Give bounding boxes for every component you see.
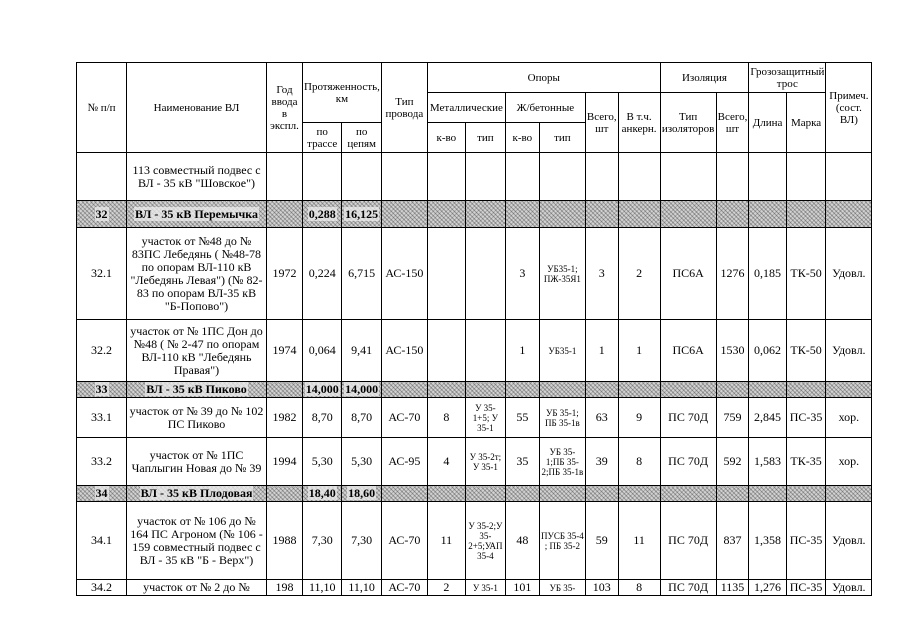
cell-gw-len: 0,062 bbox=[749, 320, 786, 382]
cell-c-type bbox=[539, 486, 585, 502]
cell-m-qty bbox=[427, 153, 465, 201]
cell-num: 33.2 bbox=[77, 438, 127, 486]
cell-c-type: УБ 35- bbox=[539, 580, 585, 596]
cell-note bbox=[826, 382, 872, 398]
cell-circuit: 7,30 bbox=[342, 502, 381, 580]
cell-gw-brand: ПС-35 bbox=[786, 502, 826, 580]
cell-circuit: 5,30 bbox=[342, 438, 381, 486]
cell-wire bbox=[381, 153, 427, 201]
cell-anchor: 8 bbox=[618, 580, 660, 596]
cell-c-type: УБ 35-1;ПБ 35-2;ПБ 35-1в bbox=[539, 438, 585, 486]
cell-anchor bbox=[618, 201, 660, 228]
cell-m-type bbox=[465, 201, 505, 228]
cell-note: хор. bbox=[826, 398, 872, 438]
cell-circuit bbox=[342, 486, 381, 502]
section-circuit: 18,60 bbox=[348, 486, 376, 500]
cell-c-type: ПУСБ 35-4 ; ПБ 35-2 bbox=[539, 502, 585, 580]
header-name: Наименование ВЛ bbox=[127, 63, 267, 153]
cell-m-type: У 35-1+5; У 35-1 bbox=[465, 398, 505, 438]
section-num: 33 bbox=[95, 382, 108, 396]
cell-c-type bbox=[539, 382, 585, 398]
cell-gw-len bbox=[749, 382, 786, 398]
cell-total bbox=[585, 201, 618, 228]
cell-m-qty: 8 bbox=[427, 398, 465, 438]
header-length-circuit: по цепям bbox=[342, 123, 381, 153]
header-concrete-type: тип bbox=[539, 123, 585, 153]
cell-circuit bbox=[342, 201, 381, 228]
cell-gw-brand bbox=[786, 201, 826, 228]
cell-name: участок от № 2 до № bbox=[127, 580, 267, 596]
cell-ins-type bbox=[660, 486, 716, 502]
cell-route: 7,30 bbox=[303, 502, 342, 580]
cell-ins-total: 1530 bbox=[716, 320, 749, 382]
cell-ins-total: 837 bbox=[716, 502, 749, 580]
cell-year bbox=[267, 486, 303, 502]
cell-ins-total bbox=[716, 486, 749, 502]
cell-wire: АС-150 bbox=[381, 228, 427, 320]
cell-num: 32.2 bbox=[77, 320, 127, 382]
header-metal: Металлические bbox=[427, 93, 505, 123]
cell-num: 33.1 bbox=[77, 398, 127, 438]
cell-c-qty bbox=[505, 382, 539, 398]
cell-name: 113 совместный подвес с ВЛ - 35 кВ "Шовское") bbox=[127, 153, 267, 201]
cell-total: 63 bbox=[585, 398, 618, 438]
table-row bbox=[77, 398, 872, 438]
cell-m-type: У 35-1 bbox=[465, 580, 505, 596]
cell-route bbox=[303, 153, 342, 201]
section-route: 0,288 bbox=[308, 206, 336, 221]
cell-num bbox=[77, 382, 127, 398]
cell-note bbox=[826, 153, 872, 201]
cell-c-qty bbox=[505, 201, 539, 228]
cell-gw-brand bbox=[786, 382, 826, 398]
cell-gw-len bbox=[749, 486, 786, 502]
section-row bbox=[77, 201, 872, 228]
cell-name: участок от № 106 до № 164 ПС Агроном (№ 106 - 159 совместный подвес с ВЛ - 35 кВ "Б - Верх") bbox=[127, 502, 267, 580]
cell-gw-brand bbox=[786, 486, 826, 502]
cell-circuit: 11,10 bbox=[342, 580, 381, 596]
cell-ins-type: ПС 70Д bbox=[660, 580, 716, 596]
cell-c-type bbox=[539, 201, 585, 228]
cell-ins-total: 592 bbox=[716, 438, 749, 486]
cell-num bbox=[77, 201, 127, 228]
cell-gw-brand: ПС-35 bbox=[786, 580, 826, 596]
cell-ins-total: 1135 bbox=[716, 580, 749, 596]
cell-circuit bbox=[342, 382, 381, 398]
cell-year: 1988 bbox=[267, 502, 303, 580]
header-metal-type: тип bbox=[465, 123, 505, 153]
cell-note: Удовл. bbox=[826, 228, 872, 320]
cell-anchor: 9 bbox=[618, 398, 660, 438]
cell-ins-type: ПС 70Д bbox=[660, 438, 716, 486]
cell-circuit: 8,70 bbox=[342, 398, 381, 438]
cell-num: 34.1 bbox=[77, 502, 127, 580]
header-gw-brand: Марка bbox=[786, 93, 826, 153]
cell-ins-total bbox=[716, 153, 749, 201]
cell-note bbox=[826, 486, 872, 502]
cell-note: хор. bbox=[826, 438, 872, 486]
cell-circuit bbox=[342, 153, 381, 201]
cell-name: участок от № 1ПС Дон до №48 ( № 2-47 по опорам ВЛ-110 кВ "Лебедянь Правая") bbox=[127, 320, 267, 382]
cell-name: участок от № 39 до № 102 ПС Пиково bbox=[127, 398, 267, 438]
cell-m-qty bbox=[427, 382, 465, 398]
header-length-route: по трассе bbox=[303, 123, 342, 153]
cell-name bbox=[127, 382, 267, 398]
cell-m-qty: 2 bbox=[427, 580, 465, 596]
section-num: 34 bbox=[95, 486, 108, 500]
cell-wire: АС-95 bbox=[381, 438, 427, 486]
cell-year: 1982 bbox=[267, 398, 303, 438]
cell-ins-total: 759 bbox=[716, 398, 749, 438]
cell-ins-type: ПС6А bbox=[660, 228, 716, 320]
cell-route bbox=[303, 201, 342, 228]
cell-ins-total bbox=[716, 382, 749, 398]
document-sheet bbox=[76, 62, 872, 596]
section-row bbox=[77, 382, 872, 398]
cell-name bbox=[127, 201, 267, 228]
cell-gw-brand bbox=[786, 153, 826, 201]
header-gw-length: Длина bbox=[749, 93, 786, 153]
header-note: Примеч. (сост. ВЛ) bbox=[826, 63, 872, 153]
cell-route: 11,10 bbox=[303, 580, 342, 596]
cell-route: 8,70 bbox=[303, 398, 342, 438]
cell-anchor bbox=[618, 486, 660, 502]
cell-m-type: У 35-2;У 35-2+5;УАП 35-4 bbox=[465, 502, 505, 580]
cell-year: 1972 bbox=[267, 228, 303, 320]
header-insulator-type: Тип изоляторов bbox=[660, 93, 716, 153]
section-route: 14,000 bbox=[305, 382, 339, 396]
section-row bbox=[77, 486, 872, 502]
cell-c-qty bbox=[505, 153, 539, 201]
cell-c-type: УБ35-1; ПЖ-35Я1 bbox=[539, 228, 585, 320]
cell-ins-type bbox=[660, 382, 716, 398]
cell-gw-len: 0,185 bbox=[749, 228, 786, 320]
header-insulation: Изоляция bbox=[660, 63, 749, 93]
cell-ins-type: ПС 70Д bbox=[660, 502, 716, 580]
cell-wire: АС-70 bbox=[381, 398, 427, 438]
cell-m-type: У 35-2т; У 35-1 bbox=[465, 438, 505, 486]
cell-gw-len: 1,583 bbox=[749, 438, 786, 486]
header-concrete-qty: к-во bbox=[505, 123, 539, 153]
table-body bbox=[77, 153, 872, 596]
section-circuit: 16,125 bbox=[345, 206, 379, 221]
cell-gw-len: 1,358 bbox=[749, 502, 786, 580]
cell-anchor: 2 bbox=[618, 228, 660, 320]
cell-num: 34.2 bbox=[77, 580, 127, 596]
cell-route bbox=[303, 382, 342, 398]
cell-total: 1 bbox=[585, 320, 618, 382]
cell-route: 0,224 bbox=[303, 228, 342, 320]
power-lines-table bbox=[76, 62, 872, 596]
cell-name: участок от №48 до № 83ПС Лебедянь ( №48-78 по опорам ВЛ-110 кВ "Лебедянь Левая") (№ 82-83 по опорам ВЛ-35 кВ "Б-Попово") bbox=[127, 228, 267, 320]
cell-m-qty bbox=[427, 228, 465, 320]
cell-year: 1994 bbox=[267, 438, 303, 486]
cell-m-type bbox=[465, 320, 505, 382]
continuation-row bbox=[77, 153, 872, 201]
header-concrete: Ж/бетонные bbox=[505, 93, 585, 123]
table-row bbox=[77, 320, 872, 382]
table-row bbox=[77, 502, 872, 580]
cell-c-type bbox=[539, 153, 585, 201]
cell-circuit: 9,41 bbox=[342, 320, 381, 382]
cell-gw-brand: ТК-50 bbox=[786, 228, 826, 320]
header-total-pcs: Всего, шт bbox=[585, 93, 618, 153]
section-name: ВЛ - 35 кВ Перемычка bbox=[134, 206, 259, 221]
cell-year: 1974 bbox=[267, 320, 303, 382]
table-row bbox=[77, 228, 872, 320]
cell-wire: АС-150 bbox=[381, 320, 427, 382]
cell-m-type bbox=[465, 228, 505, 320]
cell-year bbox=[267, 153, 303, 201]
cell-gw-len: 1,276 bbox=[749, 580, 786, 596]
cell-name bbox=[127, 486, 267, 502]
cell-gw-brand: ТК-35 bbox=[786, 438, 826, 486]
section-route: 18,40 bbox=[308, 486, 336, 500]
cell-ins-total: 1276 bbox=[716, 228, 749, 320]
cell-wire bbox=[381, 382, 427, 398]
cell-m-type bbox=[465, 382, 505, 398]
cell-m-type bbox=[465, 486, 505, 502]
cell-year bbox=[267, 382, 303, 398]
cell-gw-brand: ПС-35 bbox=[786, 398, 826, 438]
cell-m-qty: 4 bbox=[427, 438, 465, 486]
cell-route: 5,30 bbox=[303, 438, 342, 486]
cell-c-qty: 3 bbox=[505, 228, 539, 320]
cell-ins-type: ПС 70Д bbox=[660, 398, 716, 438]
cell-gw-brand: ТК-50 bbox=[786, 320, 826, 382]
cell-num bbox=[77, 486, 127, 502]
cell-m-qty bbox=[427, 320, 465, 382]
cell-anchor bbox=[618, 382, 660, 398]
cell-note: Удовл. bbox=[826, 320, 872, 382]
cell-total bbox=[585, 486, 618, 502]
cell-ins-type bbox=[660, 201, 716, 228]
header-year: Год ввода в экспл. bbox=[267, 63, 303, 153]
cell-total bbox=[585, 382, 618, 398]
section-name: ВЛ - 35 кВ Пиково bbox=[146, 382, 247, 396]
header-num: № п/п bbox=[77, 63, 127, 153]
section-num: 32 bbox=[95, 206, 108, 221]
header-metal-qty: к-во bbox=[427, 123, 465, 153]
section-name: ВЛ - 35 кВ Плодовая bbox=[140, 486, 253, 500]
cell-total: 103 bbox=[585, 580, 618, 596]
cell-route bbox=[303, 486, 342, 502]
cell-gw-len bbox=[749, 201, 786, 228]
cell-total: 3 bbox=[585, 228, 618, 320]
cell-c-type: УБ 35-1; ПБ 35-1в bbox=[539, 398, 585, 438]
cell-m-type bbox=[465, 153, 505, 201]
cell-c-qty: 48 bbox=[505, 502, 539, 580]
cell-anchor: 1 bbox=[618, 320, 660, 382]
cell-note: Удовл. bbox=[826, 580, 872, 596]
header-ground-wire: Грозозащитный трос bbox=[749, 63, 826, 93]
cell-note: Удовл. bbox=[826, 502, 872, 580]
cell-anchor: 8 bbox=[618, 438, 660, 486]
cell-gw-len: 2,845 bbox=[749, 398, 786, 438]
cell-anchor bbox=[618, 153, 660, 201]
cell-c-qty: 35 bbox=[505, 438, 539, 486]
cell-num: 32.1 bbox=[77, 228, 127, 320]
cell-total: 39 bbox=[585, 438, 618, 486]
cell-m-qty: 11 bbox=[427, 502, 465, 580]
cell-c-type: УБ35-1 bbox=[539, 320, 585, 382]
cell-wire bbox=[381, 201, 427, 228]
cell-total bbox=[585, 153, 618, 201]
table-row bbox=[77, 580, 872, 596]
cell-total: 59 bbox=[585, 502, 618, 580]
section-circuit: 14,000 bbox=[345, 382, 379, 396]
header-incl-anchor: В т.ч. анкерн. bbox=[618, 93, 660, 153]
header-wire: Тип провода bbox=[381, 63, 427, 153]
header-length: Протяженность, км bbox=[303, 63, 382, 123]
cell-c-qty: 1 bbox=[505, 320, 539, 382]
header-insulator-total: Всего, шт bbox=[716, 93, 749, 153]
cell-circuit: 6,715 bbox=[342, 228, 381, 320]
cell-num bbox=[77, 153, 127, 201]
cell-m-qty bbox=[427, 486, 465, 502]
cell-wire: АС-70 bbox=[381, 580, 427, 596]
cell-note bbox=[826, 201, 872, 228]
cell-year: 198 bbox=[267, 580, 303, 596]
cell-anchor: 11 bbox=[618, 502, 660, 580]
cell-name: участок от № 1ПС Чаплыгин Новая до № 39 bbox=[127, 438, 267, 486]
cell-c-qty bbox=[505, 486, 539, 502]
cell-c-qty: 55 bbox=[505, 398, 539, 438]
cell-ins-type: ПС6А bbox=[660, 320, 716, 382]
cell-year bbox=[267, 201, 303, 228]
cell-gw-len bbox=[749, 153, 786, 201]
cell-m-qty bbox=[427, 201, 465, 228]
header-supports: Опоры bbox=[427, 63, 660, 93]
cell-wire bbox=[381, 486, 427, 502]
cell-wire: АС-70 bbox=[381, 502, 427, 580]
table-header bbox=[77, 63, 872, 153]
cell-ins-type bbox=[660, 153, 716, 201]
cell-ins-total bbox=[716, 201, 749, 228]
cell-c-qty: 101 bbox=[505, 580, 539, 596]
cell-route: 0,064 bbox=[303, 320, 342, 382]
table-row bbox=[77, 438, 872, 486]
